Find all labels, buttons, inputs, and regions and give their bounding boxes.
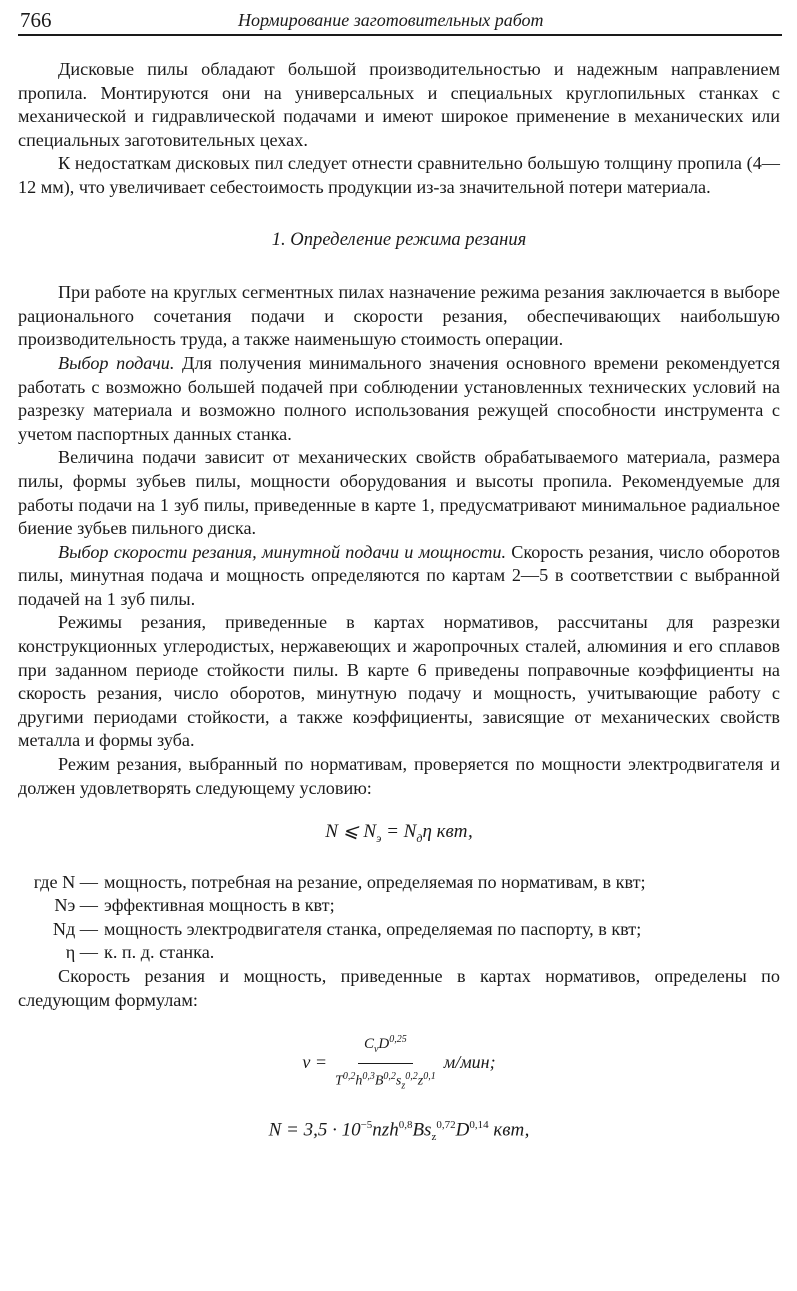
- formula-sub-d: д: [416, 831, 423, 846]
- power-exp1: −5: [360, 1118, 373, 1131]
- definition-text: к. п. д. станка.: [104, 942, 215, 963]
- definition-symbol: Nд —: [52, 918, 98, 939]
- definition-text: эффективная мощность в квт;: [104, 895, 335, 916]
- num-c: C: [363, 1036, 374, 1053]
- den-s: s: [395, 1073, 402, 1089]
- den-t-exp: 0,2: [342, 1070, 356, 1082]
- running-head: Нормирование заготовительных работ: [238, 10, 544, 30]
- den-s-exp: 0,2: [405, 1070, 418, 1082]
- den-z-exp: 0,1: [423, 1070, 436, 1082]
- formula-sub-e: э: [376, 831, 382, 846]
- definition-text: мощность электродвигателя станка, определяемая по паспорту, в квт;: [104, 918, 642, 939]
- den-h-exp: 0,3: [362, 1070, 375, 1082]
- definition-row: [18, 871, 780, 895]
- speed-choice-text: Скорость резания, число оборотов пилы, минутная подача и мощность определяются по картам 2—5 в соответствии с выбранной подачей на 1 зуб пилы.: [18, 541, 780, 609]
- power-mid3: D: [455, 1119, 470, 1141]
- den-z: z: [417, 1073, 424, 1089]
- paragraph-disadvantages: К недостаткам дисковых пил следует отнести сравнительно большую толщину пропила (4—12 мм), что увеличивает себестоимость продукции из-за значительной потери материала.: [18, 153, 780, 197]
- paragraph-speed-choice: [18, 541, 780, 612]
- den-h: h: [355, 1073, 363, 1089]
- speed-numerator: [358, 1028, 413, 1064]
- power-lhs: N = 3,5 · 10: [268, 1119, 361, 1141]
- power-mid1: nzh: [372, 1119, 399, 1141]
- speed-fraction: [335, 1028, 436, 1098]
- num-c-sub: v: [373, 1044, 379, 1056]
- speed-choice-lead: Выбор скорости резания, минутной подачи и мощности.: [58, 541, 507, 562]
- definition-row: [18, 894, 780, 918]
- paragraph-feed-value: Величина подачи зависит от механических свойств обрабатываемого материала, размера пилы, формы зубьев пилы, мощности оборудования и высоты пропила. Рекомендуемые для работы подачи на 1 зуб пилы, приведенные в карте 1, предусматривают минимальное радиальное биение зубьев пильного диска.: [18, 447, 780, 539]
- paragraph-cutting-modes-norms: Режимы резания, приведенные в картах нормативов, рассчитаны для разрезки конструкционных углеродистых, нержавеющих и жаропрочных сталей, алюминия и его сплавов при заданном периоде стойкости пилы. В карте 6 приведены поправочные коэффициенты на скорость резания, число оборотов, минутную подачу и мощность, учитывающие работу с другими периодами стойкости, а также коэффициенты, зависящие от механических свойств металла и формы зуба.: [18, 612, 780, 751]
- power-units: квт,: [488, 1119, 530, 1141]
- power-formula: [18, 1114, 780, 1150]
- num-d-exp: 0,25: [389, 1034, 407, 1046]
- paragraph-formulas-intro: Скорость резания и мощность, приведенные в картах нормативов, определены по следующим формулам:: [18, 965, 780, 1010]
- num-d: D: [378, 1036, 390, 1053]
- page-number: 766: [20, 8, 52, 32]
- formula-rhs: η квт,: [422, 821, 473, 843]
- definition-row: [18, 918, 780, 942]
- feed-choice-text: Для получения минимального значения основного времени рекомендуется работать с возможно большей подачей при соблюдении установленных технических условий на разрезку материала и возможно полного использования режущей способности инструмента с учетом паспортных данных станка.: [18, 352, 780, 444]
- definition-symbol: Nэ —: [54, 895, 98, 916]
- formula-lhs: N ⩽ N: [325, 821, 377, 843]
- paragraph-power-check: Режим резания, выбранный по нормативам, проверяется по мощности электродвигателя и должен удовлетворять следующему условию:: [18, 754, 780, 798]
- power-exp2: 0,8: [398, 1118, 413, 1131]
- power-mid2: Bs: [412, 1119, 432, 1141]
- section-title: 1. Определение режима резания: [271, 228, 527, 250]
- definition-symbol: η —: [65, 942, 98, 963]
- symbol-definitions: [18, 871, 780, 965]
- definition-row: [18, 941, 780, 965]
- paragraph-disc-saws: Дисковые пилы обладают большой производительностью и надежным направлением пропила. Монтируются они на универсальных и специальных круглопильных станках с механической и гидравлической подачами и имеют широкое применение в механических или специальных заготовительных цехах.: [18, 59, 780, 150]
- paragraph-cutting-mode: При работе на круглых сегментных пилах назначение режима резания заключается в выборе рационального сочетания подачи и скорости резания, обеспечивающих наибольшую производительность труда, а также наименьшую стоимость операции.: [18, 282, 780, 350]
- den-t: T: [335, 1073, 343, 1089]
- paragraph-feed-choice: [18, 352, 780, 446]
- speed-lhs: v =: [302, 1052, 328, 1073]
- power-exp4: 0,14: [469, 1118, 489, 1131]
- page-header: [18, 8, 782, 36]
- power-exp3: 0,72: [436, 1118, 456, 1131]
- power-sub-z: z: [431, 1130, 437, 1143]
- den-b-exp: 0,2: [383, 1070, 396, 1082]
- den-b: B: [374, 1073, 384, 1089]
- definition-symbol: где N —: [33, 871, 98, 892]
- formula-mid: = N: [381, 821, 417, 843]
- power-condition-formula: [18, 820, 780, 850]
- feed-choice-lead: Выбор подачи.: [58, 352, 175, 373]
- definition-text: мощность, потребная на резание, определяемая по нормативам, в квт;: [104, 871, 646, 892]
- den-s-sub: z: [401, 1080, 406, 1092]
- page-body: [18, 58, 780, 1150]
- speed-denominator: [335, 1064, 436, 1098]
- speed-formula: [18, 1028, 780, 1098]
- speed-units: м/мин;: [443, 1052, 496, 1073]
